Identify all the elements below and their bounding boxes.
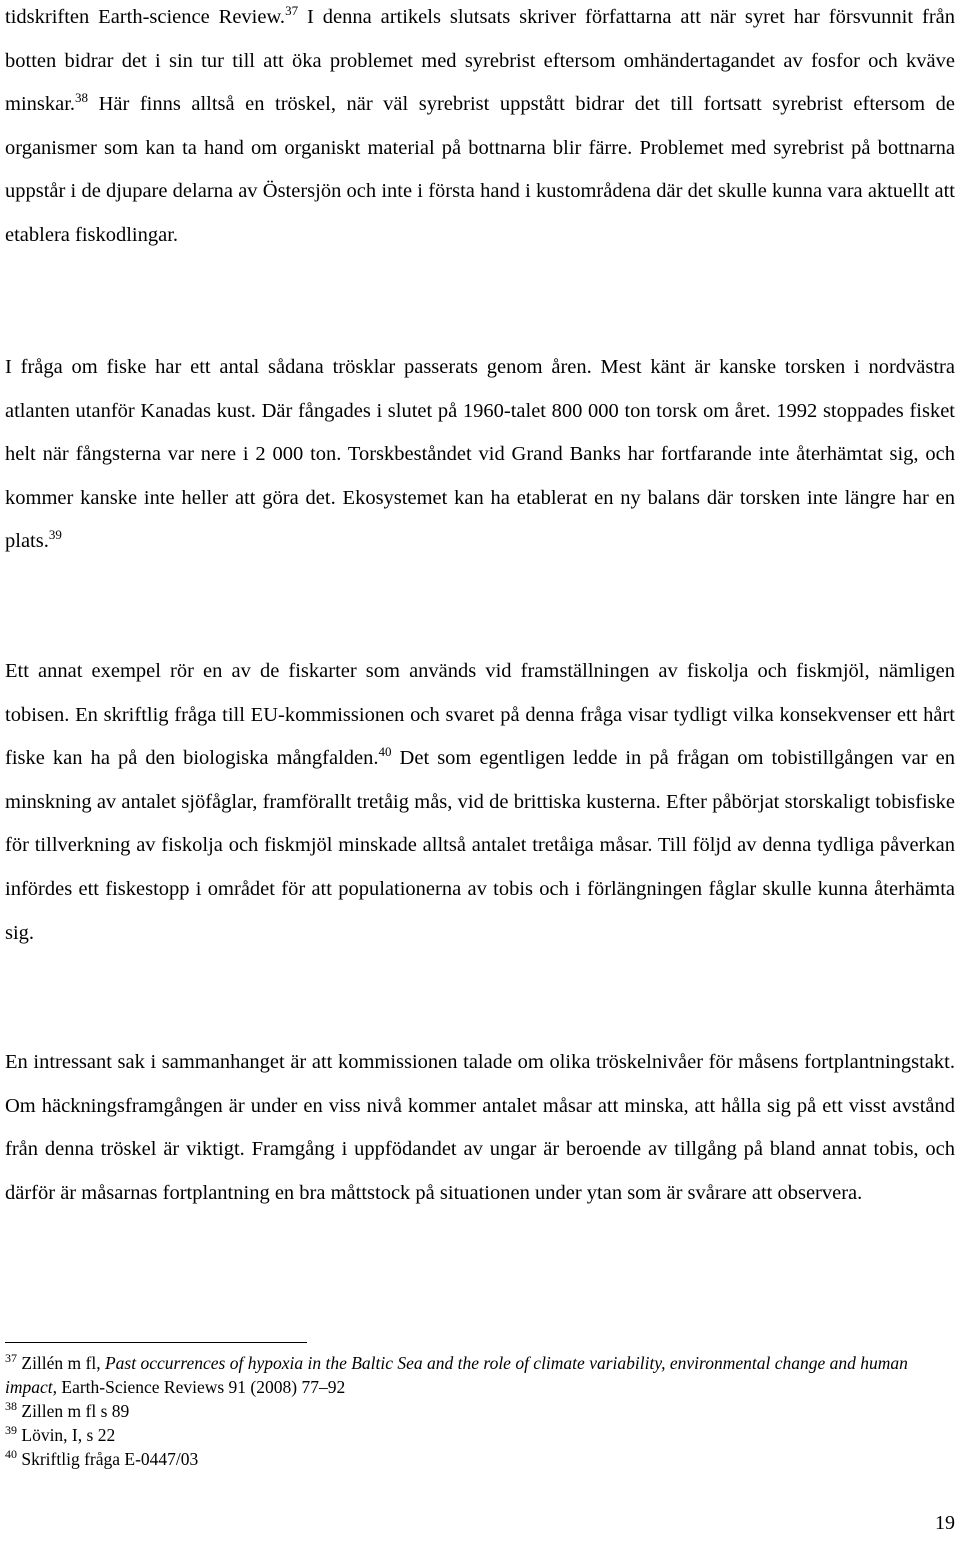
text-run: Det som egentligen ledde in på frågan om tobistillgången var en minskning av antalet sjöfåglar, framförallt tretåig mås, vid de brittiska kusterna. Efter påbörjat storskaligt tobisfiske för tillverkning av fiskolja och fiskmjöl minskade alltså antalet tretåiga måsar. Till följd av denna tydliga påverkan infördes ett fiskestopp i området för att populationerna av tobis och i förlängningen fåglar skulle kunna återhämta sig. xyxy=(5,747,955,944)
footnote-40 xyxy=(5,1447,955,1471)
footnote-text: Skriftlig fråga E-0447/03 xyxy=(17,1449,199,1469)
page-number: 19 xyxy=(935,1512,955,1534)
text-run: I denna artikels slutsats skriver författarna att när syret har försvunnit från botten bidrar det i sin tur till att öka problemet med syrebrist eftersom omhändertagandet av fosfor och kväve minskar. xyxy=(5,6,955,116)
footnote-39 xyxy=(5,1423,955,1447)
footnote-38 xyxy=(5,1399,955,1423)
footnote-title: Past occurrences of hypoxia in the Baltic Sea and the role of climate variability, environmental change and human impact, xyxy=(5,1353,908,1397)
footnote-ref-37[interactable]: 37 xyxy=(285,3,299,19)
text-run: I fråga om fiske har ett antal sådana trösklar passerats genom åren. Mest känt är kanske torsken i nordvästra atlanten utanför Kanadas kust. Där fångades i slutet på 1960-talet 800 000 ton torsk om året. 1992 stoppades fisket helt när fångsterna var nere i 2 000 ton. Torskbeståndet vid Grand Banks har fortfarande inte återhämtat sig, och kommer kanske inte heller att göra det. Ekosystemet kan ha etablerat en ny balans där torsken inte längre har en plats. xyxy=(5,356,955,553)
footnote-text: Zillén m fl, xyxy=(17,1353,105,1373)
footnote-number: 37 xyxy=(5,1351,17,1366)
text-run: En intressant sak i sammanhanget är att kommissionen talade om olika tröskelnivåer för måsens fortplantningstakt. Om häckningsframgången är under en viss nivå kommer antalet måsar att minska, att hålla sig på ett visst avstånd från denna tröskel är viktigt. Framgång i uppfödandet av ungar är beroende av tillgång på bland annat tobis, och därför är måsarnas fortplantning en bra måttstock på situationen under ytan som är svårare att observera. xyxy=(5,1051,955,1204)
paragraph-sandeel-example xyxy=(5,650,955,955)
footnote-37 xyxy=(5,1351,955,1399)
footnote-source: Earth-Science Reviews 91 (2008) 77–92 xyxy=(57,1377,346,1397)
footnote-ref-40[interactable]: 40 xyxy=(378,744,392,760)
footnote-ref-39[interactable]: 39 xyxy=(48,527,62,543)
text-run: tidskriften Earth-science Review. xyxy=(5,6,286,28)
paragraph-hypoxia-threshold xyxy=(5,0,955,258)
text-run: Ett annat exempel rör en av de fiskarter som används vid framställningen av fiskolja och fiskmjöl, nämligen tobisen. En skriftlig fråga till EU-kommissionen och svaret på denna fråga visar tydligt vilka konsekvenser ett hårt fiske kan ha på den biologiska mångfalden. xyxy=(5,660,955,770)
footnote-number: 39 xyxy=(5,1423,17,1438)
footnote-number: 40 xyxy=(5,1447,17,1462)
paragraph-gull-thresholds xyxy=(5,1041,955,1215)
footnote-text: Lövin, I, s 22 xyxy=(17,1425,116,1445)
footnote-separator xyxy=(5,1342,307,1343)
footnote-ref-38[interactable]: 38 xyxy=(75,90,89,106)
paragraph-cod-collapse xyxy=(5,346,955,564)
footnote-number: 38 xyxy=(5,1399,17,1414)
text-run: Här finns alltså en tröskel, när väl syrebrist uppstått bidrar det till fortsatt syrebrist eftersom de organismer som kan ta hand om organiskt material på bottnarna blir färre. Problemet med syrebrist på bottnarna uppstår i de djupare delarna av Östersjön och inte i första hand i kustområdena där det skulle kunna vara aktuellt att etablera fiskodlingar. xyxy=(5,93,955,246)
footnotes xyxy=(5,1351,955,1471)
footnote-text: Zillen m fl s 89 xyxy=(17,1401,130,1421)
